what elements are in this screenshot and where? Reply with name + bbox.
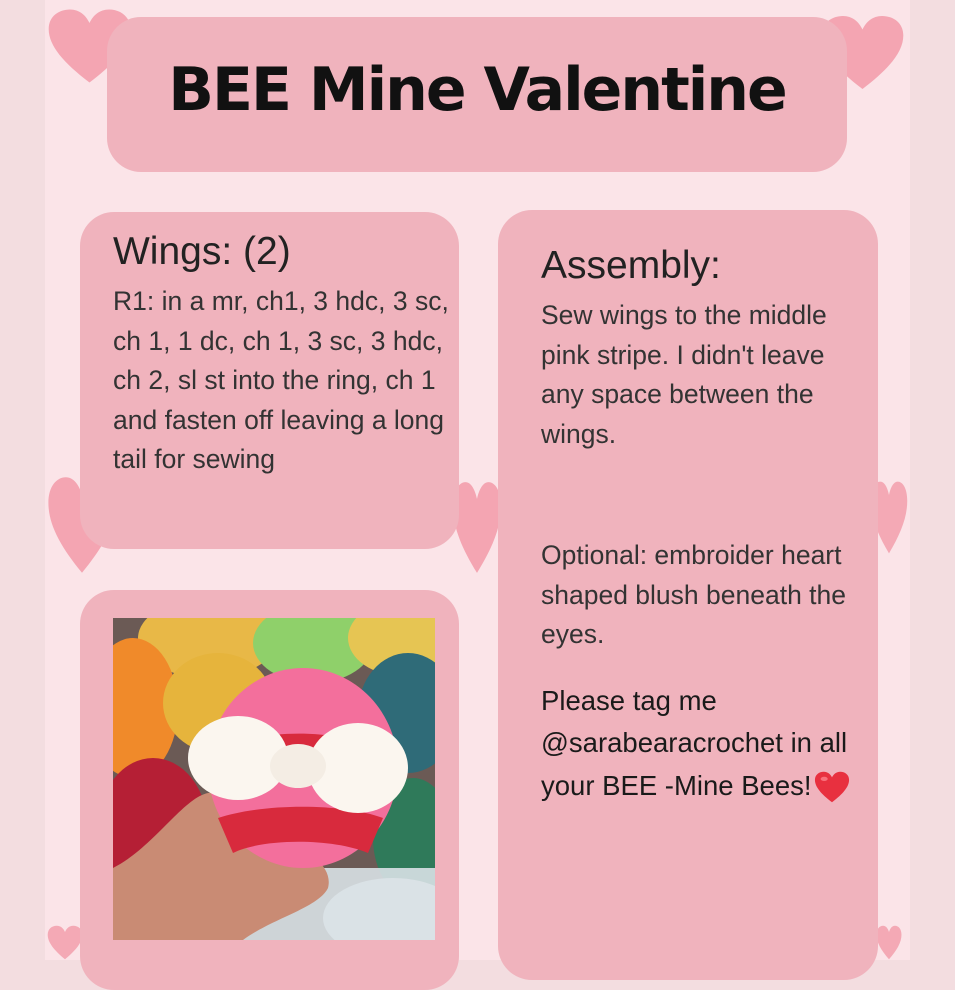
page-title: BEE Mine Valentine [168, 54, 786, 125]
assembly-instructions: Sew wings to the middle pink stripe. I didn't leave any space between the wings. [541, 300, 827, 449]
wings-instructions: R1: in a mr, ch1, 3 hdc, 3 sc, ch 1, 1 dc, ch 1, 3 sc, 3 hdc, ch 2, sl st into the ring, ch 1 and fasten off leaving a long tail for sewing [113, 286, 449, 474]
assembly-optional-note: Optional: embroider heart shaped blush beneath the eyes. [541, 540, 847, 649]
red-heart-icon [814, 771, 850, 803]
tag-request-text: Please tag me @sarabearacrochet in all your BEE -Mine Bees! [541, 684, 848, 801]
assembly-card [498, 210, 878, 980]
tag-request [541, 680, 876, 808]
pink-watercolor-heart-icon [47, 925, 83, 960]
wings-card [80, 212, 459, 549]
pink-watercolor-heart-icon [452, 480, 502, 575]
crochet-bee-illustration [113, 618, 435, 940]
crochet-bee-photo [113, 618, 435, 940]
pink-watercolor-heart-icon [876, 925, 902, 960]
wings-heading: Wings: (2) [113, 230, 291, 273]
assembly-heading: Assembly: [541, 244, 721, 287]
title-banner [107, 17, 847, 172]
